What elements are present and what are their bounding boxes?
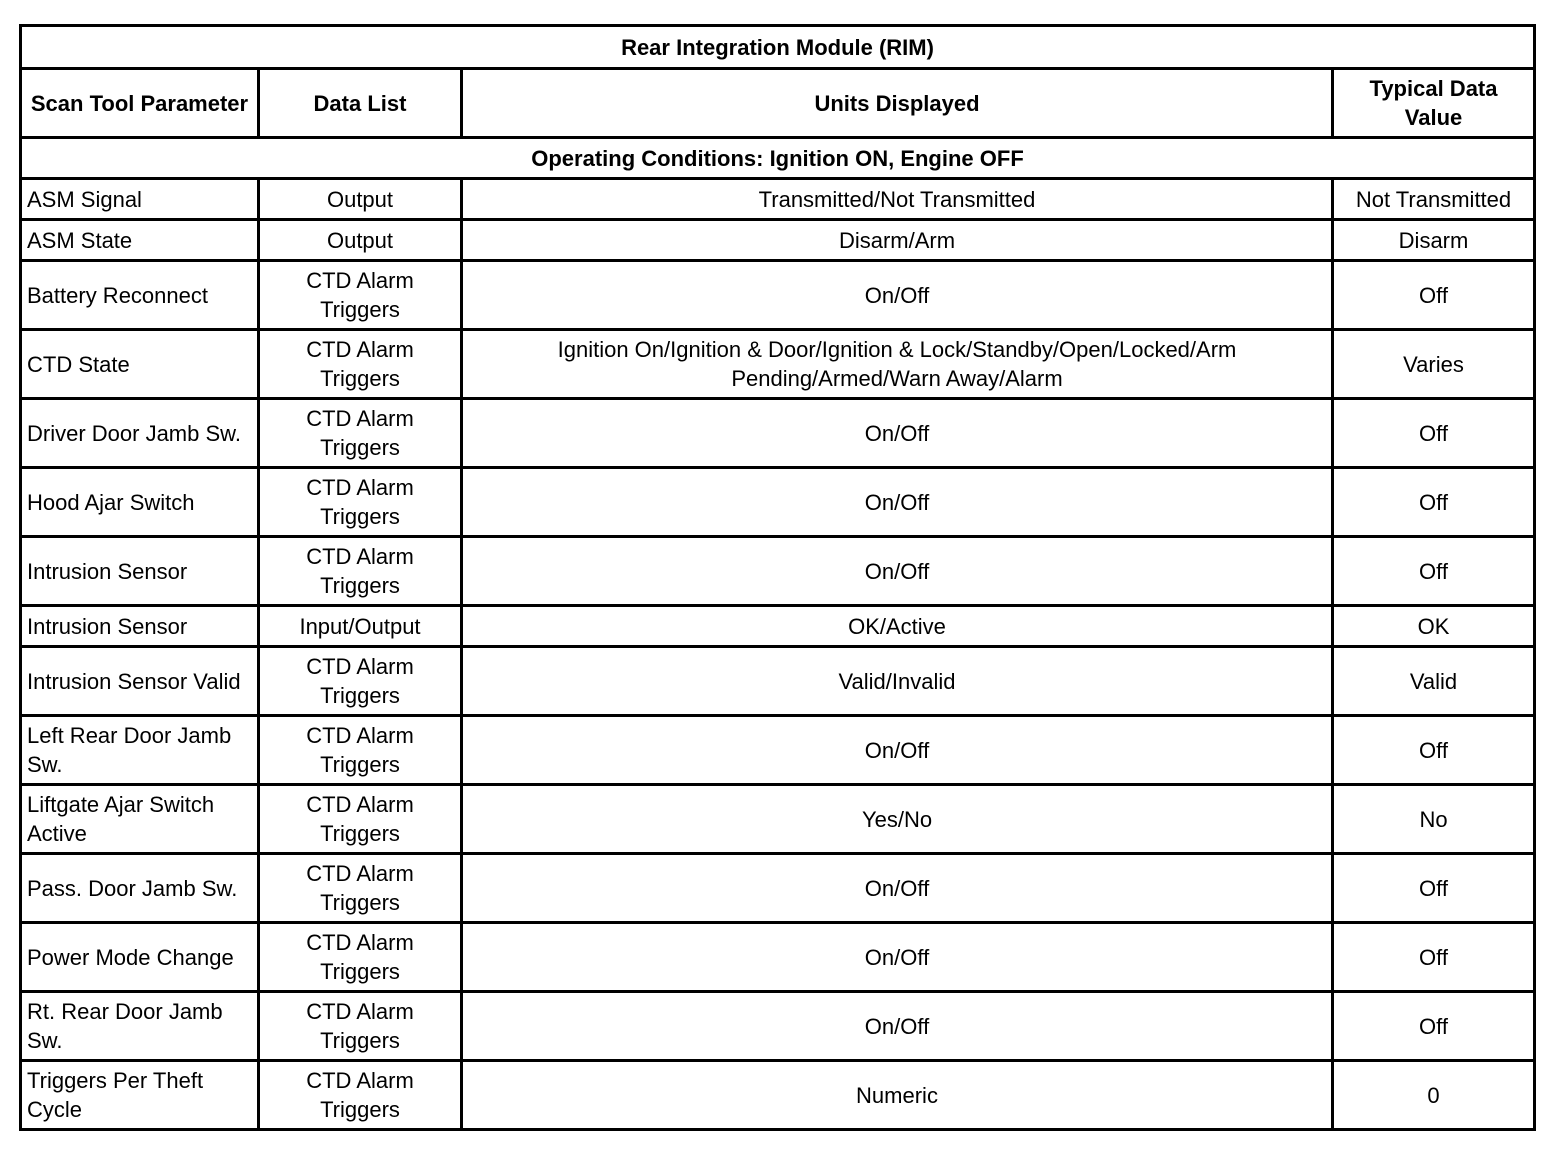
typical-value-cell: Off (1333, 923, 1535, 992)
data-list-cell: Output (259, 179, 462, 220)
units-cell: On/Off (462, 854, 1333, 923)
data-list-cell: CTD Alarm Triggers (259, 647, 462, 716)
typical-value-cell: OK (1333, 606, 1535, 647)
param-cell: Hood Ajar Switch (21, 468, 259, 537)
table-row (21, 647, 1535, 716)
units-cell: On/Off (462, 261, 1333, 330)
table-row (21, 330, 1535, 399)
typical-value-cell: Varies (1333, 330, 1535, 399)
param-cell: CTD State (21, 330, 259, 399)
data-list-cell: CTD Alarm Triggers (259, 854, 462, 923)
table-row (21, 399, 1535, 468)
header-units-displayed: Units Displayed (462, 69, 1333, 138)
typical-value-cell: 0 (1333, 1061, 1535, 1130)
units-cell: Transmitted/Not Transmitted (462, 179, 1333, 220)
units-cell: Ignition On/Ignition & Door/Ignition & Lock/Standby/Open/Locked/Arm Pending/Armed/Warn Away/Alarm (462, 330, 1333, 399)
typical-value-cell: Off (1333, 261, 1535, 330)
param-cell: Intrusion Sensor Valid (21, 647, 259, 716)
table-row (21, 923, 1535, 992)
table-row (21, 261, 1535, 330)
data-list-cell: Output (259, 220, 462, 261)
typical-value-cell: Valid (1333, 647, 1535, 716)
table-row (21, 854, 1535, 923)
units-cell: On/Off (462, 468, 1333, 537)
table-row (21, 716, 1535, 785)
table-row (21, 537, 1535, 606)
units-cell: Disarm/Arm (462, 220, 1333, 261)
param-cell: Battery Reconnect (21, 261, 259, 330)
units-cell: Numeric (462, 1061, 1333, 1130)
param-cell: ASM Signal (21, 179, 259, 220)
table-row (21, 992, 1535, 1061)
typical-value-cell: Off (1333, 468, 1535, 537)
param-cell: Intrusion Sensor (21, 606, 259, 647)
typical-value-cell: Off (1333, 854, 1535, 923)
units-cell: Yes/No (462, 785, 1333, 854)
header-data-list: Data List (259, 69, 462, 138)
units-cell: Valid/Invalid (462, 647, 1333, 716)
units-cell: On/Off (462, 923, 1333, 992)
typical-value-cell: Off (1333, 399, 1535, 468)
data-list-cell: CTD Alarm Triggers (259, 468, 462, 537)
units-cell: OK/Active (462, 606, 1333, 647)
table-row (21, 179, 1535, 220)
param-cell: Rt. Rear Door Jamb Sw. (21, 992, 259, 1061)
data-list-cell: CTD Alarm Triggers (259, 330, 462, 399)
units-cell: On/Off (462, 992, 1333, 1061)
data-list-cell: CTD Alarm Triggers (259, 1061, 462, 1130)
param-cell: Triggers Per Theft Cycle (21, 1061, 259, 1130)
typical-value-cell: Not Transmitted (1333, 179, 1535, 220)
data-list-cell: CTD Alarm Triggers (259, 992, 462, 1061)
data-list-cell: CTD Alarm Triggers (259, 399, 462, 468)
param-cell: Pass. Door Jamb Sw. (21, 854, 259, 923)
table-row (21, 220, 1535, 261)
param-cell: Driver Door Jamb Sw. (21, 399, 259, 468)
table-row (21, 1061, 1535, 1130)
param-cell: Intrusion Sensor (21, 537, 259, 606)
typical-value-cell: Off (1333, 992, 1535, 1061)
data-list-cell: CTD Alarm Triggers (259, 785, 462, 854)
units-cell: On/Off (462, 399, 1333, 468)
typical-value-cell: Off (1333, 537, 1535, 606)
data-list-cell: CTD Alarm Triggers (259, 537, 462, 606)
units-cell: On/Off (462, 716, 1333, 785)
data-list-cell: CTD Alarm Triggers (259, 716, 462, 785)
operating-conditions: Operating Conditions: Ignition ON, Engine OFF (21, 138, 1535, 179)
param-cell: Power Mode Change (21, 923, 259, 992)
table-row (21, 606, 1535, 647)
header-typical-data-value: Typical Data Value (1333, 69, 1535, 138)
typical-value-cell: Off (1333, 716, 1535, 785)
data-list-cell: Input/Output (259, 606, 462, 647)
rim-data-table (19, 24, 1536, 1131)
table-title: Rear Integration Module (RIM) (21, 26, 1535, 69)
typical-value-cell: Disarm (1333, 220, 1535, 261)
data-list-cell: CTD Alarm Triggers (259, 923, 462, 992)
typical-value-cell: No (1333, 785, 1535, 854)
param-cell: ASM State (21, 220, 259, 261)
header-scan-tool-parameter: Scan Tool Parameter (21, 69, 259, 138)
param-cell: Left Rear Door Jamb Sw. (21, 716, 259, 785)
table-row (21, 785, 1535, 854)
data-list-cell: CTD Alarm Triggers (259, 261, 462, 330)
param-cell: Liftgate Ajar Switch Active (21, 785, 259, 854)
table-row (21, 468, 1535, 537)
units-cell: On/Off (462, 537, 1333, 606)
